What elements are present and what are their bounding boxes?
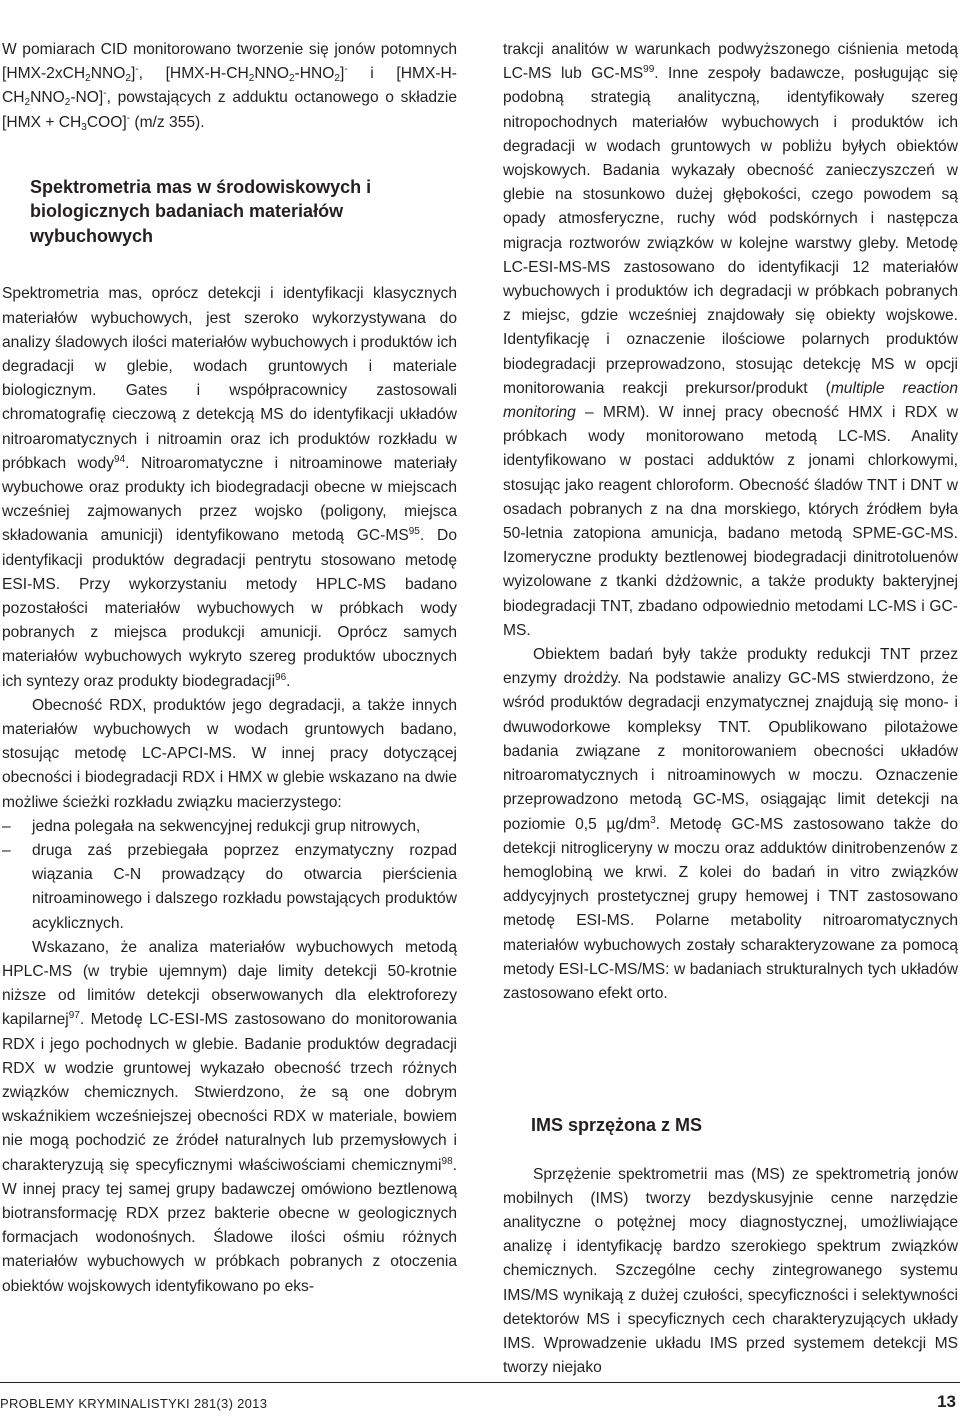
dash-list — [2, 815, 457, 936]
right-column — [503, 38, 958, 1380]
left-column — [2, 38, 457, 1299]
list-item: – druga zaś przebiegała poprzez enzymatyczny rozpad wiązania C-N prowadzący do otwarcia pierścienia nitroaminowego i dalszego rozkładu powstających produktów acyklicznych. — [2, 839, 457, 936]
body-paragraph: Obiektem badań były także produkty redukcji TNT przez enzymy drożdży. Na podstawie analizy GC-MS stwierdzono, że wśród produktów degradacji enzymatycznej znajdują się mono- i dwuwodorkowe kompleksy TNT. Opublikowano pilotażowe badania związane z monitorowaniem obecności układów nitroaromatycznych i nitroaminowych w moczu. Oznaczenie przeprowadzono metodą GC-MS, osiągając limit detekcji na poziomie 0,5 $\mu g/dm^3$. Metodę GC-MS zastosowano także do detekcji nitrogliceryny w moczu oraz adduktów dinitrobenzenów z hemoglobiną we krwi. Z kolei do badań in vitro związków addycyjnych prostetycznej grupy hemowej i TNT zastosowano metodę ESI-MS. Polarne metabolity nitroaromatycznych materiałów wybuchowych zostały scharakteryzowane za pomocą metody ESI-LC-MS/MS: w badaniach strukturalnych tych układów zastosowano efekt orto. — [503, 646, 958, 1002]
body-paragraph: Sprzężenie spektrometrii mas (MS) ze spektrometrią jonów mobilnych (IMS) tworzy bezdyskusyjnie cenne narzędzie analityczne o potężnej mocy diagnostycznej, umożliwiające analizę i identyfikację bardzo szerokiego spektrum związków chemicznych. Szczególne cechy zintegrowanego systemu IMS/MS wynikają z dużej czułości, specyficzności i selektywności detektorów MS i specyficznych cech charakteryzujących układy IMS. Wprowadzenie układu IMS przed systemem detekcji MS tworzy niejako — [503, 1165, 958, 1377]
body-paragraph: Wskazano, że analiza materiałów wybuchowych metodą HPLC-MS (w trybie ujemnym) daje limity detekcji 50-krotnie niższe od limitów detekcji obserwowanych dla elektroforezy kapilarnej$^{97}$. Metodę LC-ESI-MS zastosowano do monitorowania RDX i jego pochodnych w glebie. Badanie produktów degradacji RDX w wodzie gruntowej wykazało obecność trzech różnych związków chemicznych. Stwierdzono, że są one dobrym wskaźnikiem wcześniejszej obecności RDX w materiale, bowiem nie mogą pochodzić ze źródeł naturalnych lub przemysłowych i charakteryzują się specyficznymi właściwościami chemicznymi$^{98}$. W innej pracy tej samej grupy badawczej omówiono beztlenową biotransformację RDX przez bakterie obecne w geologicznych formacjach wodonośnych. Śladowe ilości ośmiu różnych materiałów wybuchowych w próbkach pobranych z otoczenia obiektów wojskowych identyfikowano po eks- — [2, 938, 457, 1295]
section-heading-mass-spectrometry: Spektrometria mas w środowiskowych i biologicznych badaniach materiałów wybuchowych — [30, 176, 372, 246]
intro-paragraph: W pomiarach CID monitorowano tworzenie się jonów potomnych $[HMX-2xCH_2NNO_2]^-$, $[HMX-H-CH_2NNO_2-HNO_2]^-$ i $[HMX-H-CH_2NNO_2-NO]^-$, powstających z adduktu octanowego o składzie $[HMX + CH_3COO]^-$ (m/z 355). — [2, 41, 458, 133]
list-item: – jedna polegała na sekwencyjnej redukcji grup nitrowych, — [2, 815, 457, 839]
footer-divider — [0, 1382, 960, 1383]
body-paragraph: Spektrometria mas, oprócz detekcji i identyfikacji klasycznych materiałów wybuchowych, jest szeroko wykorzystywana do analizy śladowych ilości materiałów wybuchowych i produktów ich degradacji w glebie, wodach gruntowych i materiale biologicznym. Gates i współpracownicy zastosowali chromatografię cieczową z detekcją MS do identyfikacji układów nitroaromatycznych i nitroamin oraz ich produktów rozkładu w próbkach wody$^{94}$. Nitroaromatyczne i nitroaminowe materiały wybuchowe oraz produkty ich biodegradacji obecne w miejscach wcześniej zajmowanych przez wojsko (poligony, miejsca składowania amunicji) identyfikowano metodą GC-MS$^{95}$. Do identyfikacji produktów degradacji pentrytu stosowano metodę ESI-MS. Przy wykorzystaniu metody HPLC-MS badano pozostałości materiałów wybuchowych w próbkach wody pobranych z miejsca produkcji amunicji. Oprócz samych materiałów wybuchowych wykryto szereg produktów ubocznych ich syntezy oraz produkty biodegradacji$^{96}$. — [2, 285, 457, 690]
section-heading-ims-ms: IMS sprzężona z MS — [531, 1115, 703, 1136]
body-paragraph: trakcji analitów w warunkach podwyższonego ciśnienia metodą LC-MS lub GC-MS$^{99}$. Inne zespoły badawcze, posługując się podobną strategią analityczną, identyfikowały szereg nitropochodnych materiałów wybuchowych i produktów ich degradacji w wodach gruntowych w pobliżu byłych obiektów wojskowych. Badania wykazały obecność zanieczyszczeń w glebie na stosunkowo dużej głębokości, czego powodem są opady atmosferyczne, ruchy wód podskórnych i następcza migracja roztworów związków w kolejne warstwy gleby. Metodę LC-ESI-MS-MS zastosowano do identyfikacji 12 materiałów wybuchowych i produktów ich degradacji w próbkach pobranych z miejsc, gdzie wcześniej znajdowały się obiekty wojskowe. Identyfikację i oznaczenie ilościowe polarnych produktów biodegradacji przeprowadzono, stosując detekcję MS w opcji monitorowania reakcji prekursor/produkt (multiple reaction monitoring – MRM). W innej pracy obecność HMX i RDX w próbkach wody monitorowano metodą LC-MS. Anality identyfikowano w postaci adduktów z jonami chlorkowymi, stosując jako reagent chloroform. Obecność śladów TNT i DNT w osadach pobranych z na dna morskiego, których źródłem była 50-letnia zatopiona amunicja, badano metodą SPME-GC-MS. Izomeryczne produkty beztlenowej biodegradacji dinitrotoluenów wyizolowane z tkanki dżdżownic, a także produkty bakteryjnej biodegradacji TNT, zbadano odpowiednio metodami LC-MS i GC-MS. — [503, 41, 958, 639]
page-number: 13 — [937, 1392, 956, 1411]
journal-title: PROBLEMY KRYMINALISTYKI 281(3) 2013 — [0, 1396, 268, 1411]
body-paragraph: Obecność RDX, produktów jego degradacji, a także innych materiałów wybuchowych w wodach gruntowych badano, stosując metodę LC-APCI-MS. W innej pracy dotyczącej obecności i biodegradacji RDX i HMX w glebie wskazano na dwie możliwe ścieżki rozkładu związku macierzystego: — [2, 696, 457, 811]
